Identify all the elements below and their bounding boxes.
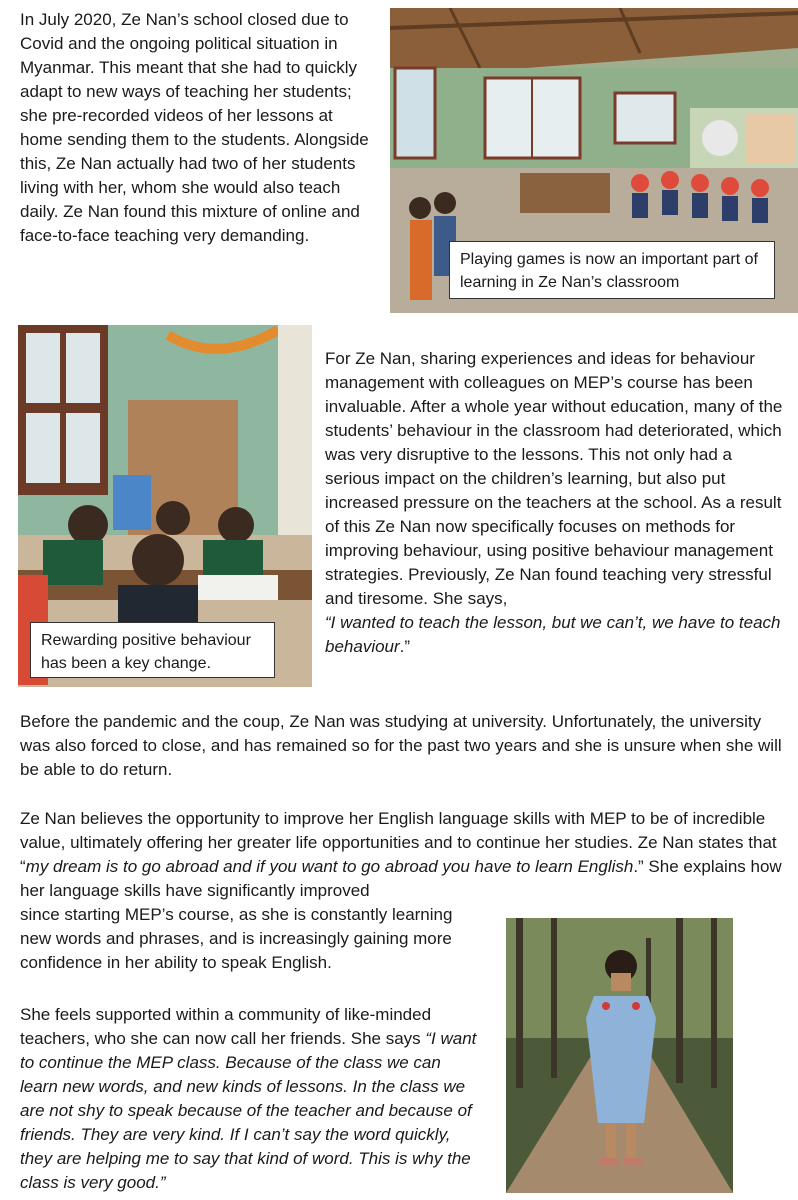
students-writing-caption: [30, 622, 275, 678]
paragraph-text: [20, 1003, 480, 1195]
paragraph-text: [20, 807, 785, 903]
paragraph-main: For Ze Nan, sharing experiences and ideas for behaviour management with colleagues on MEP’s course has been invaluable. After a whole year without education, many of the students’ behaviour in the classroom had deteriorated, which was very disruptive to the lessons. This not only had a serious impact on the children’s learning, but also put increased pressure on the teachers at the school. As a result of this Ze Nan now specifically focuses on methods for improving behaviour, using positive behaviour management strategies. Previously, Ze Nan found teaching very stressful and tiresome. She says,: [325, 349, 783, 608]
caption-text: Playing games is now an important part of learning in Ze Nan’s classroom: [460, 251, 758, 291]
paragraph-behaviour: [325, 347, 783, 659]
paragraph-text: Before the pandemic and the coup, Ze Nan was studying at university. Unfortunately, the university was also forced to close, and has remained so for the past two years and she is unsure when she will be able to do return.: [20, 712, 782, 779]
paragraph-english-continued: [20, 903, 480, 975]
paragraph-start: She feels supported within a community of like-minded teachers, who she can now call her friends. She says: [20, 1005, 432, 1048]
caption-text: Rewarding positive behaviour has been a key change.: [41, 632, 251, 672]
paragraph-text: since starting MEP’s course, as she is constantly learning new words and phrases, and is increasingly gaining more confidence in her ability to speak English.: [20, 905, 453, 972]
paragraph-community: [20, 1003, 480, 1195]
class-quote: “I want to continue the MEP class. Because of the class we can learn new words, and new kinds of lessons. In the class we are not shy to speak because of the teacher and because of friends. They are very kind. If I can’t say the word quickly, they are helping me to say that kind of word. This is why the class is very good.”: [20, 1029, 477, 1192]
dream-quote: my dream is to go abroad and if you want to go abroad you have to learn English: [25, 857, 634, 876]
paragraph-start: Ze Nan believes the opportunity to improve her English language skills with MEP to be of incredible value, ultimately offering her greater life opportunities and to continue her studies. Ze Nan states that “: [20, 809, 777, 876]
paragraph-end: .” She explains how her language skills have significantly improved: [20, 857, 782, 900]
teacher-quote: “I wanted to teach the lesson, but we can’t, we have to teach behaviour: [325, 613, 781, 656]
paragraph-english: [20, 807, 785, 903]
paragraph-university: [20, 710, 785, 782]
quote-end: .”: [399, 637, 411, 656]
ze-nan-portrait-photo: [506, 918, 733, 1193]
paragraph-text: In July 2020, Ze Nan’s school closed due to Covid and the ongoing political situation in Myanmar. This meant that she had to quickly adapt to new ways of teaching her students; she pre-recorded videos of her lessons at home sending them to the students. Alongside this, Ze Nan actually had two of her students living with her, whom she would also teach daily. Ze Nan found this mixture of online and face-to-face teaching very demanding.: [20, 10, 369, 245]
classroom-games-caption: [449, 241, 775, 299]
paragraph-text: [325, 347, 783, 659]
paragraph-school-closure: [20, 8, 372, 248]
